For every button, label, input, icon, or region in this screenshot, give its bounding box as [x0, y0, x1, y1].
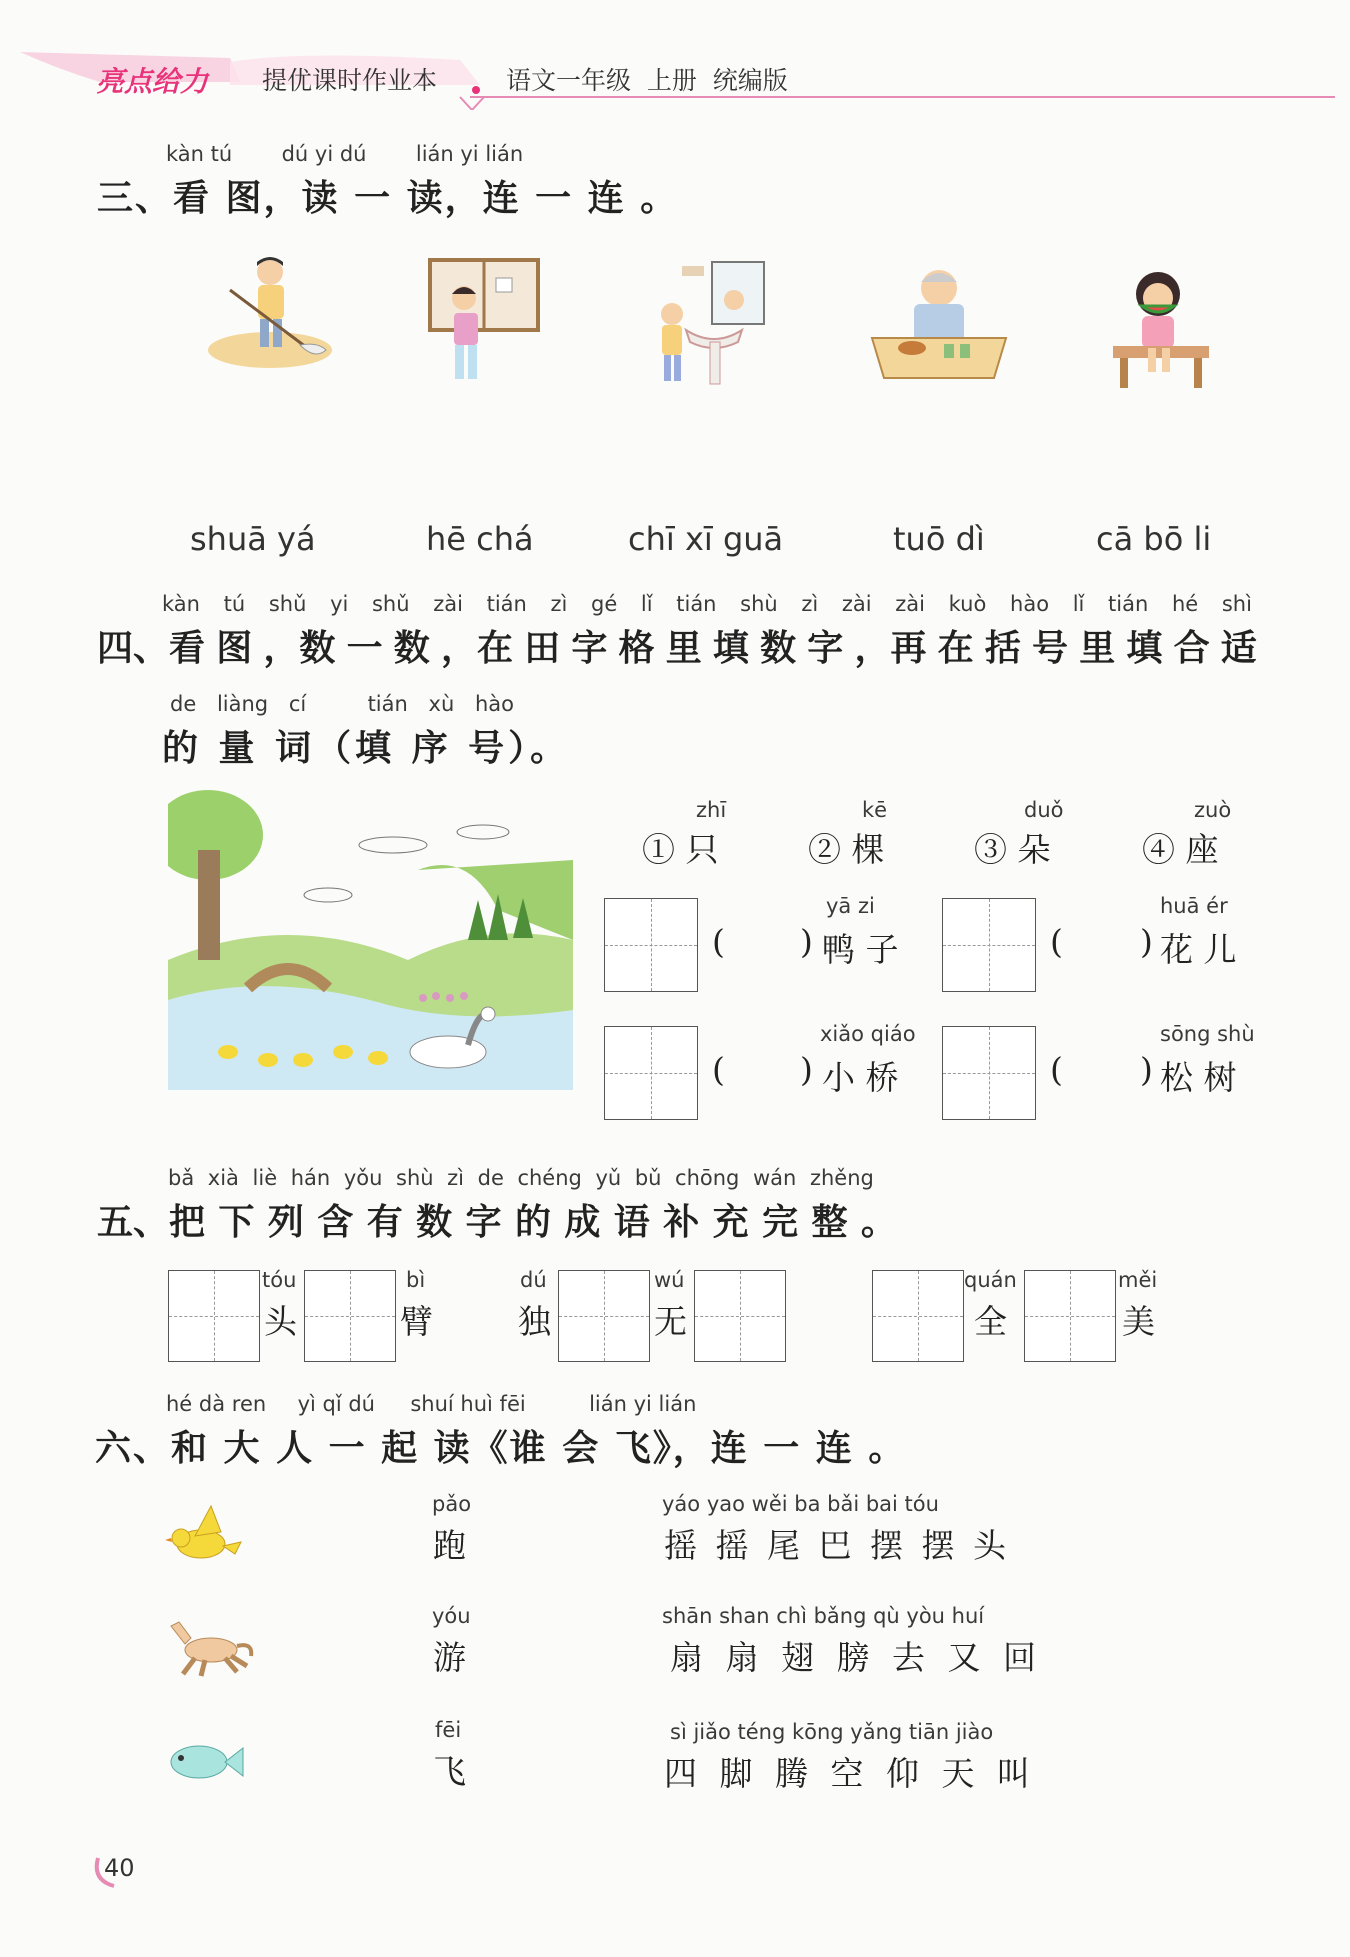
paren-open: (	[712, 922, 725, 961]
option-chi-xi-gua[interactable]: chī xī guā	[628, 520, 784, 558]
measure-duo: ③ 朵	[974, 830, 1051, 869]
pinyin: wán	[752, 1166, 797, 1190]
title-char: 适	[1220, 627, 1257, 669]
title-char: 格	[618, 627, 655, 669]
title-char: ，再	[854, 627, 927, 669]
title-char: 字	[571, 627, 608, 669]
paren-open: (	[712, 1050, 725, 1089]
paren-open: (	[1050, 1050, 1063, 1089]
pinyin: zhěng	[809, 1166, 874, 1190]
title-char: 含	[317, 1201, 354, 1243]
measure-pinyin-ke: kē	[862, 798, 888, 822]
phrase-3[interactable]: 四 脚 腾 空 仰 天 叫	[664, 1754, 1036, 1793]
idiom-blank-3[interactable]	[558, 1270, 650, 1362]
pinyin: dú yi dú	[281, 142, 367, 166]
pinyin: yì qǐ dú	[297, 1392, 375, 1416]
idiom-blank-2[interactable]	[304, 1270, 396, 1362]
title-char: 数	[760, 627, 797, 669]
answer-grid-bridge[interactable]	[604, 1026, 698, 1120]
phrase-pinyin-2: shān shan chì bǎng qù yòu huí	[662, 1604, 985, 1628]
item-ducks: 鸭 子	[822, 930, 899, 969]
title-char: 数	[393, 627, 430, 669]
s5-title-pinyin	[168, 1166, 874, 1190]
title-char: 有	[366, 1201, 403, 1243]
title-char: 一	[346, 627, 383, 669]
idiom-blank-5[interactable]	[872, 1270, 964, 1362]
title-char: 字	[465, 1201, 502, 1243]
section-6	[0, 1392, 1350, 1812]
item-pinyin-flowers: huā ér	[1160, 894, 1228, 918]
pinyin: lǐ	[640, 592, 653, 616]
idiom-char-du: 独	[518, 1302, 551, 1341]
pinyin: bǎ	[168, 1166, 195, 1190]
s6-title-pinyin	[166, 1392, 696, 1416]
fish-icon[interactable]	[165, 1732, 245, 1792]
measure-pinyin-zhi: zhī	[696, 798, 727, 822]
pinyin: tián	[676, 592, 717, 616]
answer-grid-pines[interactable]	[942, 1026, 1036, 1120]
pinyin: lián yi lián	[415, 142, 524, 166]
paren-close: )	[800, 922, 813, 961]
section-5	[0, 1166, 1350, 1366]
title-char: 填	[712, 627, 749, 669]
title-char: 语	[613, 1201, 650, 1243]
measure-zhi: ① 只	[642, 830, 719, 869]
title-char: 列	[267, 1201, 304, 1243]
pinyin: zì	[801, 592, 819, 616]
title-char: 田	[524, 627, 561, 669]
verb-pinyin-pao: pǎo	[432, 1492, 472, 1516]
paren-close: )	[1140, 1050, 1153, 1089]
measure-words	[630, 798, 1270, 878]
item-pinyin-pines: sōng shù	[1160, 1022, 1255, 1046]
pinyin: yǔ	[595, 1166, 622, 1190]
s5-title	[97, 1194, 897, 1245]
option-shua-ya[interactable]: shuā yá	[190, 520, 316, 558]
pinyin: chōng	[675, 1166, 740, 1190]
title-char: 号	[1032, 627, 1069, 669]
title-char: 字	[807, 627, 844, 669]
pinyin: shù	[740, 592, 778, 616]
title-char: 五、把	[97, 1201, 206, 1243]
page-number: 40	[104, 1854, 135, 1882]
verb-pinyin-you: yóu	[432, 1604, 471, 1628]
title-char: 合	[1173, 627, 1210, 669]
measure-pinyin-duo: duǒ	[1024, 798, 1064, 822]
idiom-char-mei: 美	[1122, 1302, 1155, 1341]
title-char: 。	[860, 1201, 897, 1243]
phrase-pinyin-1: yáo yao wěi ba bǎi bai tóu	[662, 1492, 939, 1516]
pinyin: zài	[895, 592, 926, 616]
toothbrush-illustration	[652, 258, 767, 388]
option-tuo-di[interactable]: tuō dì	[893, 520, 985, 558]
item-bridge: 小 桥	[822, 1058, 899, 1097]
title-char: ，在	[440, 627, 513, 669]
pinyin: bǔ	[634, 1166, 662, 1190]
pinyin: liàng	[216, 692, 269, 716]
s4-title-pinyin-1	[162, 592, 1252, 616]
measure-ke: ② 棵	[808, 830, 885, 869]
pinyin: zài	[841, 592, 872, 616]
pinyin: de	[170, 692, 197, 716]
section-3	[0, 140, 1350, 580]
verb-pao[interactable]: 跑	[433, 1526, 466, 1565]
verb-you[interactable]: 游	[433, 1638, 466, 1677]
answer-grid-ducks[interactable]	[604, 898, 698, 992]
pinyin: zài	[433, 592, 463, 616]
title-char: 括	[984, 627, 1021, 669]
pinyin: yǒu	[343, 1166, 383, 1190]
page-number-badge	[92, 1850, 142, 1890]
tea-drinking-illustration	[866, 258, 1012, 383]
pinyin: shǔ	[371, 592, 410, 616]
title-char: 补	[663, 1201, 700, 1243]
pinyin: kàn tú	[166, 142, 233, 166]
title-char: 填	[1126, 627, 1163, 669]
section-4	[0, 592, 1350, 1132]
pinyin: tián	[1108, 592, 1149, 616]
pinyin: kuò	[948, 592, 987, 616]
book-info: 语文一年级 上册 统编版	[506, 66, 788, 95]
title-char: 充	[712, 1201, 749, 1243]
item-pinyin-bridge: xiǎo qiáo	[820, 1022, 916, 1046]
bird-icon[interactable]	[165, 1502, 245, 1567]
pinyin: zì	[550, 592, 568, 616]
title-char: 整	[811, 1201, 848, 1243]
paren-close: )	[800, 1050, 813, 1089]
idiom-pinyin-mei: měi	[1118, 1268, 1158, 1292]
phrase-2[interactable]: 扇 扇 翅 膀 去 又 回	[670, 1638, 1042, 1677]
pinyin: xià	[207, 1166, 239, 1190]
pinyin: lǐ	[1072, 592, 1085, 616]
title-char: 数	[416, 1201, 453, 1243]
item-flowers: 花 儿	[1160, 930, 1237, 969]
verb-fei[interactable]: 飞	[433, 1752, 466, 1791]
title-char: 完	[762, 1201, 799, 1243]
series-title: 提优课时作业本	[262, 66, 438, 95]
idiom-pinyin-quan: quán	[964, 1268, 1017, 1292]
pinyin: shù	[396, 1166, 434, 1190]
idiom-blank-4[interactable]	[694, 1270, 786, 1362]
pinyin: yi	[330, 592, 349, 616]
pinyin: zì	[447, 1166, 465, 1190]
phrase-pinyin-3: sì jiǎo téng kōng yǎng tiān jiào	[670, 1720, 994, 1744]
idiom-blank-1[interactable]	[168, 1270, 260, 1362]
idiom-char-bi: 臂	[400, 1302, 433, 1341]
title-char: 图	[216, 627, 253, 669]
title-char: 成	[564, 1201, 601, 1243]
brand-logo: 亮点给力	[96, 65, 209, 98]
title-char: 里	[1079, 627, 1116, 669]
idiom-pinyin-bi: bì	[406, 1268, 426, 1292]
pinyin: hào	[474, 692, 514, 716]
pinyin: kàn	[162, 592, 200, 616]
title-char: ，数	[263, 627, 336, 669]
pinyin: de	[477, 1166, 504, 1190]
pinyin: tián	[367, 692, 408, 716]
s4-title-line-1	[97, 620, 1257, 671]
title-char: 四、看	[97, 627, 206, 669]
idiom-pinyin-du: dú	[520, 1268, 547, 1292]
title-char: 下	[218, 1201, 255, 1243]
s4-title-pinyin-2	[170, 692, 514, 716]
horse-icon[interactable]	[165, 1616, 255, 1681]
pinyin: gé	[591, 592, 618, 616]
item-pines: 松 树	[1160, 1058, 1237, 1097]
pinyin: shuí huì fēi	[410, 1392, 526, 1416]
idiom-pinyin-wu: wú	[654, 1268, 685, 1292]
pinyin: hào	[1010, 592, 1050, 616]
page-header	[0, 40, 1350, 110]
pinyin: shǔ	[268, 592, 307, 616]
measure-zuo: ④ 座	[1142, 830, 1219, 869]
mopping-illustration	[200, 250, 340, 370]
pinyin: liè	[252, 1166, 278, 1190]
watermelon-illustration	[1108, 260, 1218, 395]
idiom-blank-6[interactable]	[1024, 1270, 1116, 1362]
s3-options	[0, 520, 1350, 560]
pinyin: tián	[486, 592, 527, 616]
paren-open: (	[1050, 922, 1063, 961]
idiom-pinyin-tou: tóu	[262, 1268, 297, 1292]
option-he-cha[interactable]: hē chá	[426, 520, 534, 558]
title-char: 里	[665, 627, 702, 669]
verb-pinyin-fei: fēi	[435, 1718, 462, 1742]
pinyin: hán	[290, 1166, 331, 1190]
item-pinyin-ducks: yā zi	[826, 894, 875, 918]
s3-title-pinyin	[166, 142, 523, 166]
pinyin: tú	[223, 592, 246, 616]
measure-pinyin-zuo: zuò	[1194, 798, 1232, 822]
idiom-char-tou: 头	[264, 1302, 297, 1341]
pinyin: lián yi lián	[589, 1392, 697, 1416]
pinyin: hé	[1171, 592, 1199, 616]
phrase-1[interactable]: 摇 摇 尾 巴 摆 摆 头	[664, 1526, 1010, 1565]
s3-title: 三、看 图，读 一 读，连 一 连 。	[97, 177, 679, 219]
paren-close: )	[1140, 922, 1153, 961]
option-ca-bo-li[interactable]: cā bō li	[1096, 520, 1212, 558]
title-char: 在	[937, 627, 974, 669]
idiom-char-wu: 无	[654, 1302, 687, 1341]
pinyin: chéng	[517, 1166, 582, 1190]
window-cleaning-illustration	[428, 258, 543, 393]
s4-title-line-2: 的 量 词（填 序 号）。	[162, 727, 571, 769]
s6-title: 六、和 大 人 一 起 读《谁 会 飞》，连 一 连 。	[95, 1427, 907, 1469]
pinyin: shì	[1221, 592, 1252, 616]
pinyin: hé dà ren	[166, 1392, 267, 1416]
landscape-illustration	[168, 790, 573, 1090]
pinyin: xù	[428, 692, 455, 716]
idiom-char-quan: 全	[974, 1302, 1007, 1341]
title-char: 的	[514, 1201, 551, 1243]
answer-grid-flowers[interactable]	[942, 898, 1036, 992]
pinyin: cí	[288, 692, 307, 716]
